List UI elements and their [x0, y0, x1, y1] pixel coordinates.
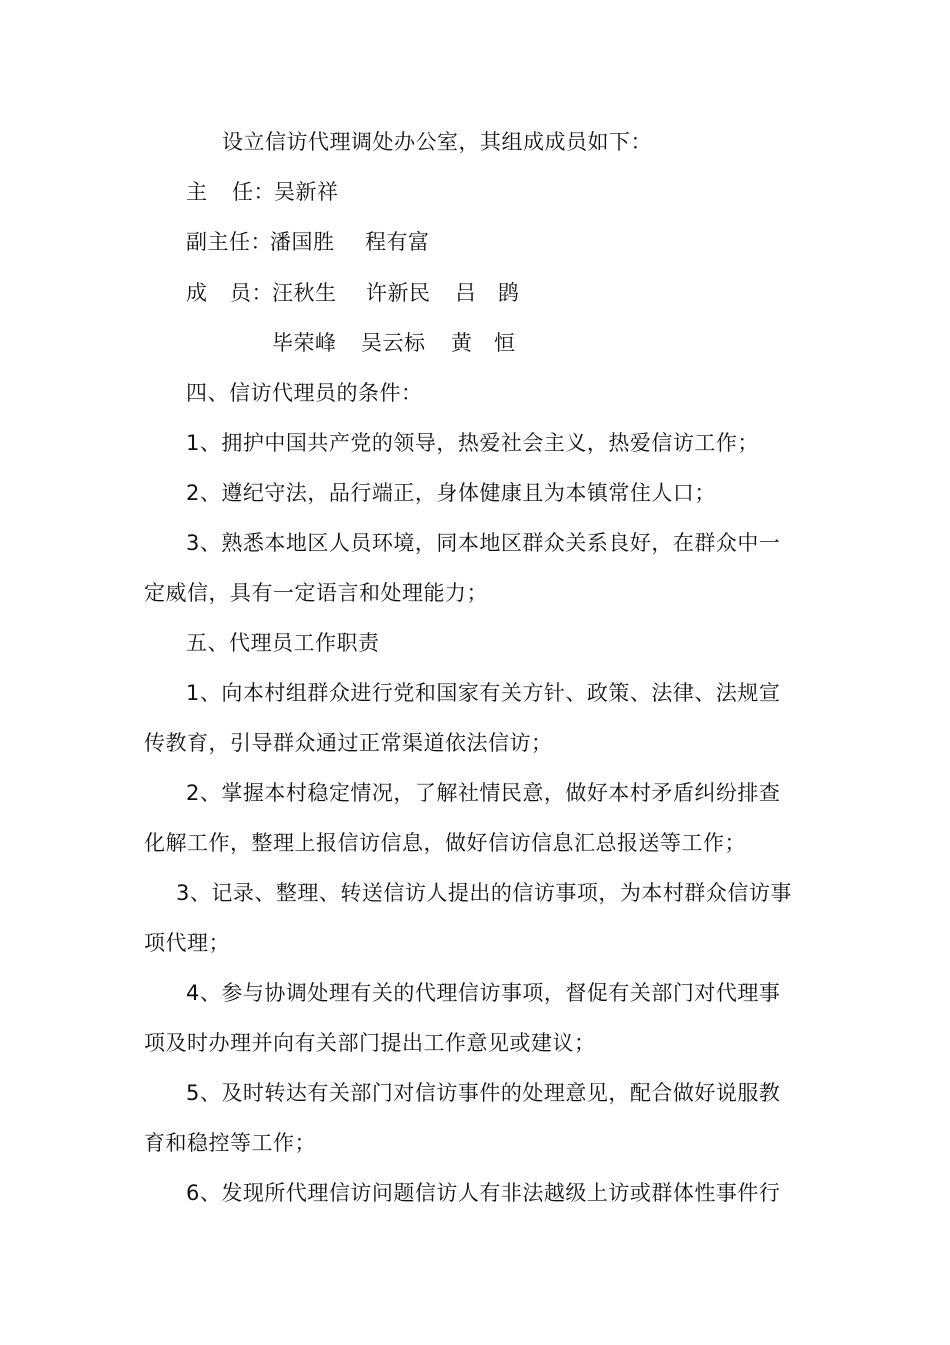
- member-name: 许新民: [366, 281, 431, 305]
- section4-line: 1、拥护中国共产党的领导，热爱社会主义，热爱信访工作；: [186, 431, 759, 455]
- section5-line: 3、记录、整理、转送信访人提出的信访事项，为本村群众信访事: [176, 881, 792, 905]
- member-name: 汪秋生: [272, 281, 337, 305]
- member-name: 黄: [451, 331, 473, 355]
- section5-heading: 五、代理员工作职责: [186, 631, 380, 655]
- director-name: 吴新祥: [274, 180, 339, 204]
- members-label-1: 成: [186, 281, 208, 305]
- section5-line: 2、掌握本村稳定情况，了解社情民意，做好本村矛盾纠纷排查: [186, 781, 781, 805]
- member-name: 恒: [494, 331, 516, 355]
- section5-line: 1、向本村组群众进行党和国家有关方针、政策、法律、法规宣: [186, 681, 781, 705]
- deputy-name: 潘国胜: [270, 230, 335, 254]
- section5-line: 4、参与协调处理有关的代理信访事项，督促有关部门对代理事: [186, 981, 781, 1005]
- section4-line: 定威信，具有一定语言和处理能力；: [144, 581, 488, 605]
- section4-heading: 四、信访代理员的条件：: [186, 381, 423, 405]
- director-label-2: 任：: [232, 180, 275, 204]
- member-name: 吕: [455, 281, 477, 305]
- section5-line: 5、及时转达有关部门对信访事件的处理意见，配合做好说服教: [186, 1081, 781, 1105]
- member-name: 吴云标: [361, 331, 426, 355]
- section5-line: 传教育，引导群众通过正常渠道依法信访；: [144, 731, 553, 755]
- deputy-label: 副主任：: [186, 230, 272, 254]
- member-name: 鹍: [498, 281, 520, 305]
- section5-line: 6、发现所代理信访问题信访人有非法越级上访或群体性事件行: [186, 1181, 781, 1205]
- member-name: 毕荣峰: [272, 331, 337, 355]
- deputy-name: 程有富: [365, 230, 430, 254]
- section5-line: 项及时办理并向有关部门提出工作意见或建议；: [144, 1031, 596, 1055]
- section4-line: 3、熟悉本地区人员环境，同本地区群众关系良好，在群众中一: [186, 531, 781, 555]
- section4-line: 2、遵纪守法，品行端正，身体健康且为本镇常住人口；: [186, 481, 716, 505]
- section5-line: 项代理；: [144, 931, 230, 955]
- director-label-1: 主: [186, 180, 208, 204]
- members-label-2: 员：: [230, 281, 273, 305]
- section5-line: 化解工作，整理上报信访信息，做好信访信息汇总报送等工作；: [144, 831, 746, 855]
- section5-line: 育和稳控等工作；: [144, 1131, 316, 1155]
- intro-line: 设立信访代理调处办公室，其组成成员如下：: [222, 130, 652, 154]
